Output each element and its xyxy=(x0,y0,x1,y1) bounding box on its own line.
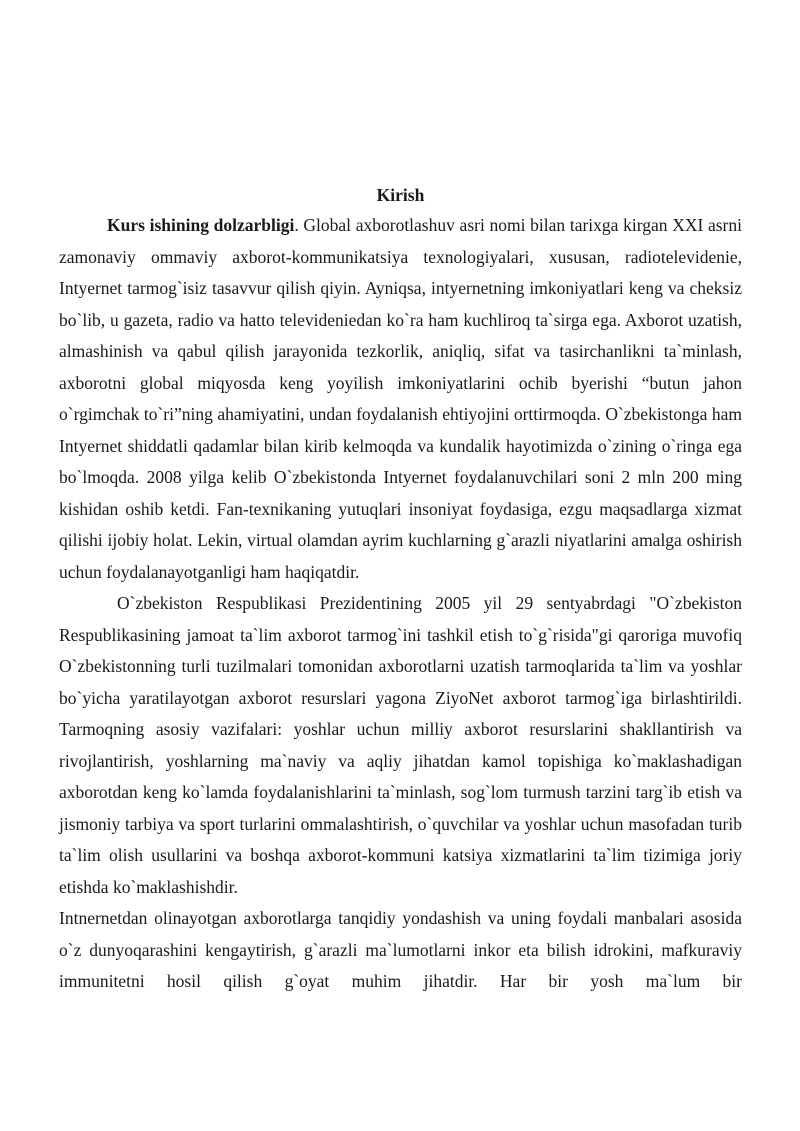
document-title: Kirish xyxy=(376,185,425,205)
paragraph-text: . Global axborotlashuv asri nomi bilan tarixga kirgan XXI asrni zamonaviy ommaviy axborot-kommunikatsiya texnologiyalari, xususan, radiotelevidenie, Intyernet tarmog`isiz tasavvur qilish qiyin. Ayniqsa, intyernetning imkoniyatlari keng va cheksiz bo`lib, u gazeta, radio va hatto televideniedan ko`ra ham kuchliroq ta`sirga ega. Axborot uzatish, almashinish va qabul qilish jarayonida tezkorlik, aniqliq, sifat va tasirchanlikni ta`minlash, axborotni global miqyosda keng yoyilish imkoniyatlarini ochib byerishi “butun jahon o`rgimchak to`ri”ning ahamiyatini, undan foydalanish ehtiyojini orttirmoqda. O`zbekistonga ham Intyernet shiddatli qadamlar bilan kirib kelmoqda va kundalik hayotimizda o`zining o`ringa ega bo`lmoqda. 2008 yilga kelib O`zbekistonda Intyernet foydalanuvchilari soni 2 mln 200 ming kishidan oshib ketdi. Fan-texnikaning yutuqlari insoniyat foydasiga, ezgu maqsadlarga xizmat qilishi ijobiy holat. Lekin, virtual olamdan ayrim kuchlarning g`arazli niyatlarini amalga oshirish uchun foydalanayotganligi ham haqiqatdir. xyxy=(59,215,743,582)
paragraph-lead: Kurs ishining dolzarbligi xyxy=(107,215,295,235)
paragraph-ziyonet: O`zbekiston Respublikasi Prezidentining 2005 yil 29 sentyabrdagi "O`zbekiston Respublikasining jamoat ta`lim axborot tarmog`ini tashkil etish to`g`risida"gi qaroriga muvofiq O`zbekistonning turli tuzilmalari tomonidan axborotlarni uzatish tarmoqlarida ta`lim va yoshlar bo`yicha yaratilayotgan axborot resurslari yagona ZiyoNet axborot tarmog`iga birlashtirildi. Tarmoqning asosiy vazifalari: yoshlar uchun milliy axborot resurslarini shakllantirish va rivojlantirish, yoshlarning ma`naviy va aqliy jihatdan kamol topishiga ko`maklashadigan axborotdan keng ko`lamda foydalanishlarini ta`minlash, sog`lom turmush tarzini targ`ib etish va jismoniy tarbiya va sport turlarini ommalashtirish, o`quvchilar va yoshlar uchun masofadan turib ta`lim olish usullarini va boshqa axborot-kommuni katsiya xizmatlarini ta`lim tizimiga joriy etishda ko`maklashishdir. xyxy=(59,593,742,897)
paragraph-relevance xyxy=(59,210,742,588)
paragraph-internet-critique: Intnernetdan olinayotgan axborotlarga tanqidiy yondashish va uning foydali manbalari asosida o`z dunyoqarashini kengaytirish, g`arazli ma`lumotlarni inkor eta bilish idrokini, mafkuraviy immunitetni hosil qilish g`oyat muhim jihatdir. Har bir yosh ma`lum bir xyxy=(59,908,742,991)
document-page xyxy=(59,181,742,998)
